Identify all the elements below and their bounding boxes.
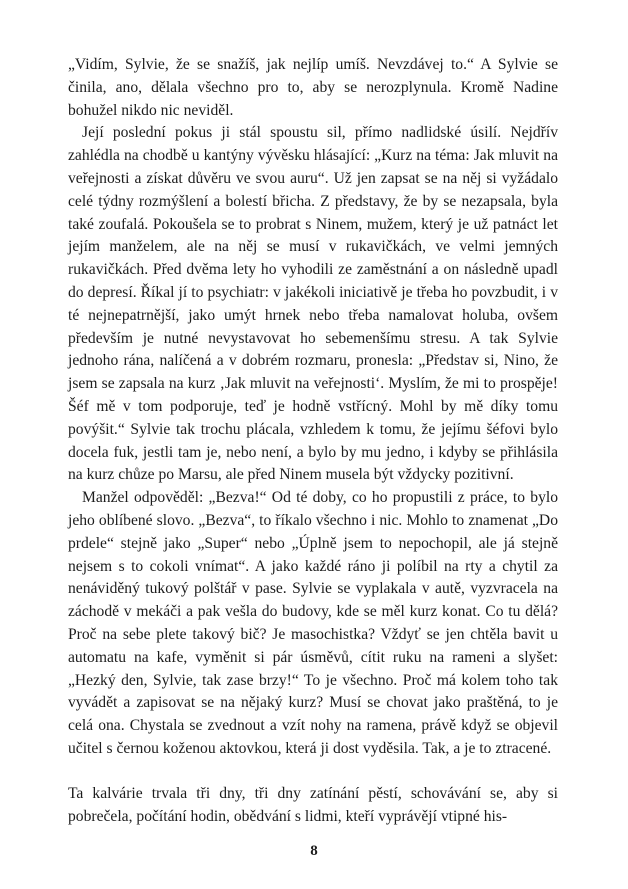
paragraph-3: Manžel odpověděl: „Bezva!“ Od té doby, co ho propustili z práce, to bylo jeho oblíbené slovo. „Bezva“, to říkalo všechno i nic. Mohlo to znamenat „Do prdele“ stejně jako „Super“ nebo „Úplně jsem to nepochopil, ale já stejně nejsem s to cokoli vnímat“. A jako každé ráno ji políbil na rty a chytil za nenáviděný tukový polštář v pase. Sylvie se vyplakala v autě, vyzvracela na záchodě v mekáči a pak vešla do budovy, kde se měl kurz konat. Co tu dělá? Proč na sebe plete takový bič? Je masochistka? Vždyť se jen chtěla bavit u automatu na kafe, vyměnit si pár úsměvů, cítit ruku na rameni a slyšet: „Hezký den, Sylvie, tak zase brzy!“ To je všechno. Proč má kolem toho tak vyvádět a zapisovat se na nějaký kurz? Musí se chovat jako praštěná, to je celá ona. Chystala se zvednout a vzít nohy na ramena, právě když se objevil učitel s černou koženou aktovkou, která ji dost vyděsila. Tak, a je to ztracené.: [68, 489, 558, 757]
page-number: 8: [310, 843, 318, 859]
paragraph-1: „Vidím, Sylvie, že se snažíš, jak nejlíp umíš. Nevzdávej to.“ A Sylvie se činila, ano, dělala všechno pro to, aby se nerozplynula. Kromě Nadine bohužel nikdo nic neviděl.: [68, 56, 558, 119]
paragraph-4: Ta kalvárie trvala tři dny, tři dny zatínání pěstí, schovávání se, aby si pobrečela, počítání hodin, obědvání s lidmi, kteří vyprávějí vtipné his-: [68, 784, 558, 825]
paragraph-2: Její poslední pokus ji stál spoustu sil, přímo nadlidské úsilí. Nejdřív zahlédla na chodbě u kantýny vývěsku hlásající: „Kurz na téma: Jak mluvit na veřejnosti a získat důvěru ve svou auru“. Už jen zapsat se na něj si vyžádalo celé týdny rozmýšlení a bolestí břicha. Z představy, že by se nezapsala, byla také zoufalá. Pokoušela se to probrat s Ninem, mužem, který je už patnáct let jejím manželem, ale na něj se musí v rukavičkách, ve velmi jemných rukavičkách. Před dvěma lety ho vyhodili ze zaměstnání a on následně upadl do depresí. Říkal jí to psychiatr: v jakékoli iniciativě je třeba ho povzbudit, i v té nejnepatrnější, jako umýt hrnek nebo třeba namalovat holuba, ovšem především je nutné nevystavovat ho sebemenšímu stresu. A tak Sylvie jednoho rána, nalíčená a v dobrém rozmaru, pronesla: „Představ si, Nino, že jsem se zapsala na kurz ‚Jak mluvit na veřejnosti‘. Myslím, že mi to prospěje! Šéf mě v tom podporuje, teď je hodně vstřícný. Mohl by mě díky tomu povýšit.“ Sylvie tak trochu plácala, vzhledem k tomu, že jejímu šéfovi bylo docela fuk, jestli tam je, nebo není, a bylo by mu jedno, i kdyby se přihlásila na kurz chůze po Marsu, ale před Ninem musela být vždycky pozitivní.: [68, 124, 558, 484]
book-page: [68, 54, 558, 828]
